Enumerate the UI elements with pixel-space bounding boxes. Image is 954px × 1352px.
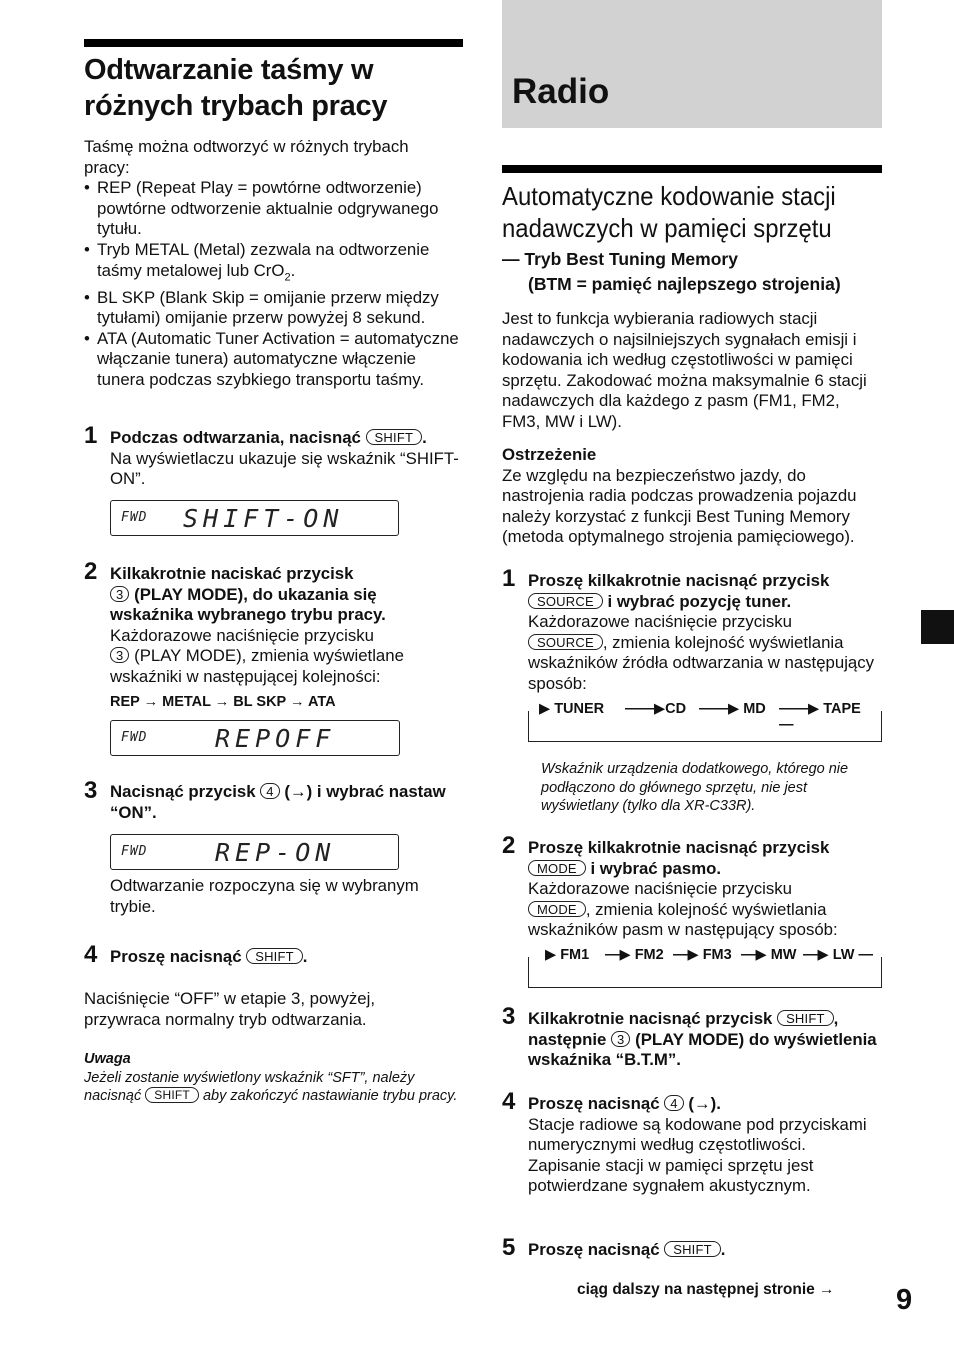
step-2-text-b: (PLAY MODE), zmienia wyświetlane wskaźniki w następującej kolejności:: [110, 646, 404, 686]
radio-step-1-instruction-b: i wybrać pozycję tuner.: [607, 591, 792, 611]
shift-key: SHIFT: [366, 429, 423, 445]
bullet-metal: [84, 240, 464, 288]
source-flow-labels: [528, 701, 880, 733]
step-1-instruction: Podczas odtwarzania, nacisnąć: [110, 428, 361, 447]
shift-key: SHIFT: [777, 1010, 834, 1026]
flow-item: ▶ FM1: [542, 947, 592, 963]
section-title: Radio: [512, 72, 610, 111]
heading-line-1: Automatyczne kodowanie stacji: [502, 181, 836, 211]
step-3-instruction-b: (→) i wybrać nastaw “ON”.: [110, 782, 446, 822]
chapter-tab-marker: [921, 610, 954, 644]
warning-text: Ze względu na bezpieczeństwo jazdy, do nastrojenia radia podczas prowadzenia pojazdu należy korzystać z funkcji Best Tuning Memory (metoda optymalnego strojenia pamięciowego).: [502, 465, 857, 547]
radio-step-2-number: 2: [502, 832, 516, 859]
flow-item-label: FM1: [560, 947, 590, 963]
flow-item: —▶ FM2: [602, 947, 667, 963]
lcd-display-shift-on: [110, 500, 399, 536]
flow-item-label: TUNER: [554, 701, 605, 717]
flow-item-label: MD: [743, 701, 766, 717]
step-4-number: 4: [84, 941, 98, 968]
page-title-right: [502, 180, 855, 244]
step-3-instruction-a: Nacisnąć przycisk: [110, 782, 256, 801]
radio-step-3-number: 3: [502, 1003, 516, 1030]
seq-item: BL SKP: [233, 694, 286, 710]
bullet-rep: • REP (Repeat Play = powtórne odtworzenie) powtórne odtworzenie aktualnie odgrywanego tytułu.: [84, 178, 464, 240]
radio-step-2-text-b: , zmienia kolejność wyświetlania wskaźników pasm w następujący sposób:: [528, 899, 838, 940]
radio-step-4-instruction-a: Proszę nacisnąć: [528, 1094, 660, 1113]
radio-step-1-text-a: Każdorazowe naciśnięcie przycisku: [528, 612, 792, 632]
radio-step-3: [528, 1009, 882, 1071]
source-flow-note: Wskaźnik urządzenia dodatkowego, którego nie podłączono do głównego sprzętu, nie jest wyświetlany (tylko dla XR-C33R).: [541, 761, 849, 814]
note-block: [84, 1050, 464, 1106]
step-2-instruction-a: Kilkakrotnie naciskać przycisk: [110, 564, 354, 583]
radio-step-1: [528, 571, 882, 695]
subheading: [502, 247, 841, 297]
radio-step-5: [528, 1240, 882, 1261]
step-1-text: Na wyświetlaczu ukazuje się wskaźnik “SHIFT-ON”.: [110, 448, 459, 489]
step-2-number: 2: [84, 558, 98, 585]
source-key: SOURCE: [528, 634, 603, 650]
bullet-ata: • ATA (Automatic Tuner Activation = automatyczne włączanie tunera) automatyczne włączenie tunera podczas szybkiego transportu taśmy.: [84, 329, 467, 391]
continued-note: ciąg dalszy na następnej stronie →: [577, 1281, 835, 1298]
radio-step-4-instruction-b: (→).: [688, 1094, 721, 1113]
intro-text-right: Jest to funkcja wybierania radiowych stacji nadawczych o najsilniejszych sygnałach emisji i kodowania ich według częstotliwości w pamięci sprzętu. Zakodować można maksymalnie 6 stacji nadawczych dla każdego z pasm (FM1, FM2, FM3, MW i LW).: [502, 309, 867, 431]
flow-item: —▶ FM3: [670, 947, 735, 963]
mode-key: MODE: [528, 860, 586, 876]
radio-step-4-text-a: Stacje radiowe są kodowane pod przyciskami numerycznymi według częstotliwości.: [528, 1114, 867, 1155]
lcd-display-rep-off: [110, 720, 400, 756]
radio-step-2-instruction-a: Proszę kilkakrotnie nacisnąć przycisk: [528, 838, 830, 857]
seq-item: REP: [110, 694, 140, 710]
key-4: 4: [664, 1095, 683, 1111]
step-4-instruction: Proszę nacisnąć: [110, 947, 242, 966]
band-flow-labels: [528, 947, 880, 967]
radio-step-2-instruction-b: i wybrać pasmo.: [590, 858, 722, 878]
note-title: Uwaga: [84, 1051, 131, 1067]
flow-item: ——▶CD: [622, 701, 689, 717]
subheading-line-2: (BTM = pamięć najlepszego strojenia): [528, 274, 841, 294]
lcd-fwd-indicator: FWD: [121, 510, 148, 525]
step-1: [110, 428, 464, 490]
shift-key: SHIFT: [664, 1241, 721, 1257]
lcd-fwd-indicator: FWD: [121, 730, 148, 745]
key-3: 3: [611, 1031, 630, 1047]
flow-item: ——▶ TAPE —: [776, 701, 880, 733]
lcd-text: REPOFF: [215, 724, 336, 753]
flow-item: ▶ TUNER: [536, 701, 607, 717]
source-key: SOURCE: [528, 593, 603, 609]
radio-step-1-number: 1: [502, 565, 516, 592]
flow-item: —▶ MW: [738, 947, 799, 963]
step-2-text-a: Każdorazowe naciśnięcie przycisku: [110, 625, 374, 645]
radio-step-2: [528, 838, 882, 941]
seq-item: ATA: [307, 694, 336, 710]
radio-step-5-dot: .: [720, 1240, 726, 1259]
cro-subscript: 2: [284, 270, 291, 283]
radio-step-3-instruction-b: , następnie: [528, 1009, 839, 1049]
step-3-text: Odtwarzanie rozpoczyna się w wybranym trybie.: [110, 876, 419, 916]
step-4: [110, 947, 464, 968]
lcd-text: SHIFT-ON: [183, 504, 344, 533]
bullet-blskp: • BL SKP (Blank Skip = omijanie przerw między tytułami) omijanie przerw powyżej 8 sekund.: [84, 288, 464, 329]
radio-step-3-instruction-a: Kilkakrotnie nacisnąć przycisk: [528, 1009, 773, 1028]
step-1-dot: .: [422, 428, 427, 447]
key-3: 3: [110, 647, 129, 663]
radio-step-2-text-a: Każdorazowe naciśnięcie przycisku: [528, 879, 792, 899]
radio-step-3-instruction-c: (PLAY MODE) do wyświetlenia wskaźnika “B.T.M”.: [528, 1029, 877, 1070]
flow-item-label: MW: [770, 947, 797, 963]
page-number: 9: [896, 1284, 913, 1316]
note-text: [84, 1069, 464, 1106]
key-4: 4: [260, 783, 279, 799]
heading-line-2: nadawczych w pamięci sprzętu: [502, 213, 832, 243]
intro-block: [84, 137, 464, 390]
off-note: Naciśnięcie “OFF” w etapie 3, powyżej, przywraca normalny tryb odtwarzania.: [84, 989, 375, 1029]
flow-item: ——▶ MD: [696, 701, 769, 717]
mode-key: MODE: [528, 901, 586, 917]
flow-item-label: FM3: [702, 947, 732, 963]
lcd-text: REP-ON: [215, 838, 336, 867]
warning-block: [502, 445, 882, 548]
shift-key: SHIFT: [145, 1087, 199, 1103]
flow-item-label: TAPE: [823, 701, 861, 717]
radio-step-4: [528, 1094, 882, 1197]
flow-item-label: FM2: [634, 947, 664, 963]
subheading-line-1: — Tryb Best Tuning Memory: [502, 249, 738, 269]
lcd-fwd-indicator: FWD: [121, 844, 148, 859]
heading-rule-right: [502, 165, 882, 173]
page-title-left: Odtwarzanie taśmy w różnych trybach pracy: [84, 54, 388, 122]
note-text-b: aby zakończyć nastawianie trybu pracy.: [202, 1088, 458, 1104]
bullet-metal-text: Tryb METAL (Metal) zezwala na odtworzenie taśmy metalowej lub CrO: [97, 239, 430, 280]
seq-item: METAL: [162, 694, 211, 710]
mode-sequence: REP → METAL → BL SKP → ATA: [110, 694, 336, 710]
step-2: [110, 564, 464, 688]
key-3: 3: [110, 586, 129, 602]
note-text-a: Jeżeli zostanie wyświetlony wskaźnik “SFT”, należy nacisnąć: [84, 1069, 415, 1104]
radio-step-5-instruction: Proszę nacisnąć: [528, 1240, 660, 1259]
flow-item-label: CD: [665, 701, 687, 717]
radio-step-1-instruction-a: Proszę kilkakrotnie nacisnąć przycisk: [528, 571, 830, 590]
step-3-number: 3: [84, 777, 98, 804]
step-2-instruction-b: (PLAY MODE), do ukazania się wskaźnika wybranego trybu pracy.: [110, 584, 386, 625]
flow-item: —▶ LW —: [800, 947, 876, 963]
step-1-number: 1: [84, 422, 98, 449]
bullet-metal-end: .: [290, 260, 296, 280]
radio-step-5-number: 5: [502, 1234, 516, 1261]
heading-rule-left: [84, 39, 463, 47]
radio-step-4-text-b: Zapisanie stacji w pamięci sprzętu jest potwierdzane sygnałem akustycznym.: [528, 1155, 814, 1196]
step-3: [110, 782, 464, 823]
intro-text: Taśmę można odtworzyć w różnych trybach pracy:: [84, 137, 409, 177]
shift-key: SHIFT: [246, 948, 303, 964]
radio-step-4-number: 4: [502, 1088, 516, 1115]
step-4-dot: .: [302, 947, 308, 966]
warning-title: Ostrzeżenie: [502, 445, 597, 464]
flow-item-label: LW: [832, 947, 855, 963]
radio-step-1-text-b: , zmienia kolejność wyświetlania wskaźników źródła odtwarzania w następujący sposób:: [528, 632, 875, 693]
lcd-display-rep-on: [110, 834, 399, 870]
